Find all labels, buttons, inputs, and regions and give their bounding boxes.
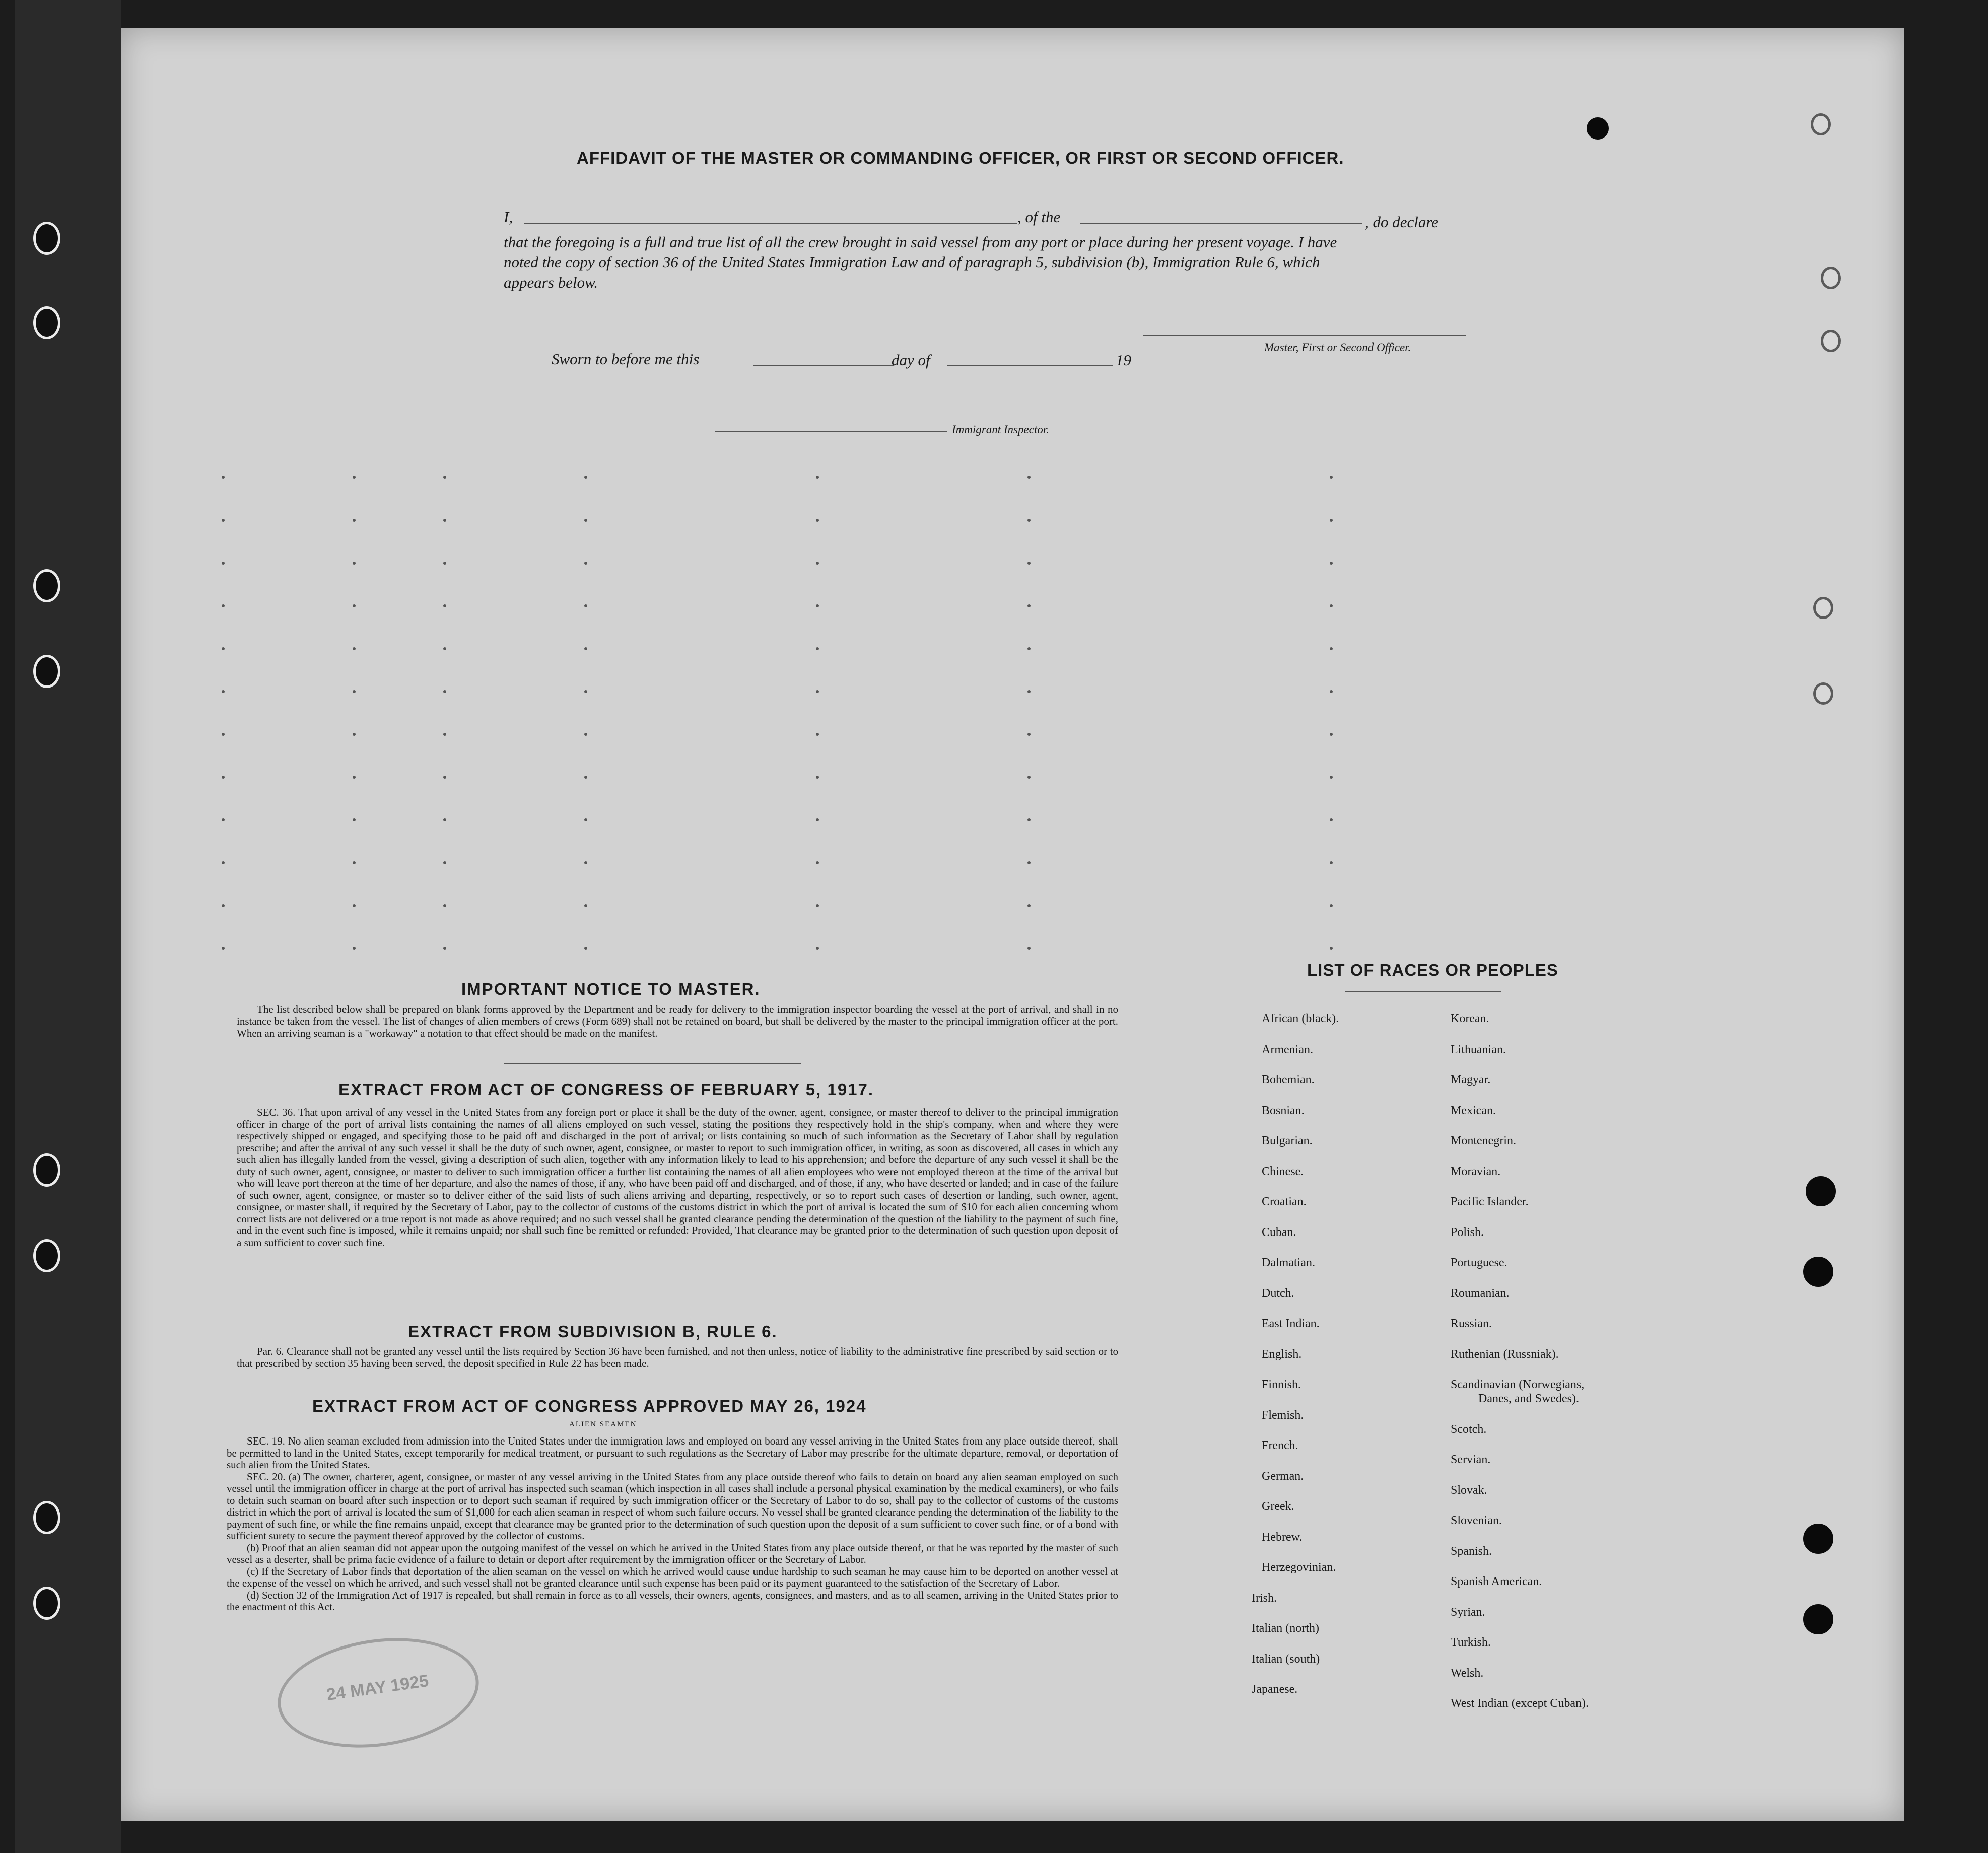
race-item: Japanese.: [1252, 1683, 1298, 1696]
section-19-paragraph: SEC. 19. No alien seaman excluded from admission into the United States under the immigration laws and employed on board any vessel arriving in the United States from any place outside thereof, shall be permitted to land in the United States, except temporarily for medical treatment, or pursuant to such regulations as the Secretary of Labor may prescribe for the ultimate departure, removal, or deportation of such alien from the United States.: [227, 1435, 1118, 1471]
race-item: Greek.: [1262, 1500, 1294, 1513]
binder-hole: [33, 655, 60, 688]
race-item: Bulgarian.: [1262, 1134, 1313, 1147]
race-item: Turkish.: [1451, 1636, 1491, 1649]
binder-hole: [33, 569, 60, 602]
day-of-label: day of: [892, 351, 930, 369]
race-item: Bohemian.: [1262, 1073, 1315, 1086]
race-item: Magyar.: [1451, 1073, 1491, 1086]
affidavit-i: I,: [504, 208, 513, 226]
punch-hole: [1813, 597, 1833, 619]
affidavit-title: AFFIDAVIT OF THE MASTER OR COMMANDING OFFICER, OR FIRST OR SECOND OFFICER.: [577, 149, 1344, 167]
extract-1917-text: [237, 1107, 1118, 1249]
race-item: Servian.: [1451, 1453, 1491, 1466]
binding-margin: [15, 0, 121, 1853]
rule6-title: EXTRACT FROM SUBDIVISION B, RULE 6.: [408, 1322, 778, 1341]
race-item: Bosnian.: [1262, 1104, 1305, 1117]
race-item: Korean.: [1451, 1012, 1489, 1025]
section-20a-paragraph: SEC. 20. (a) The owner, charterer, agent, consignee, or master of any vessel arriving in the United States from any place outside thereof who fails to detain on board any alien seaman employed on such vessel until the immigration officer in charge at the port of arrival has inspected such seaman (which inspection in all cases shall include a personal physical examination by the medical examiners), or who fails to detain such seaman on board after such inspection or to deport such seaman if required by such immigration officer or the Secretary of Labor to do so, shall pay to the collector of customs of the customs district in which the port of arrival is located the sum of $1,000 for each alien seaman in respect of whom such failure occurs. No vessel shall be granted clearance pending the determination of the liability to the payment of such fine, or while the fine remains unpaid, except that clearance may be granted prior to the determination of such question upon the deposit of a sum sufficient to cover such fine, or of a bond with sufficient surety to secure the payment thereof approved by the collector of customs.: [227, 1470, 1118, 1542]
affidavit-declare: , do declare: [1365, 213, 1439, 231]
race-item: Scotch.: [1451, 1422, 1487, 1436]
race-item: Lithuanian.: [1451, 1043, 1506, 1056]
section-20d-paragraph: (d) Section 32 of the Immigration Act of 1917 is repealed, but shall remain in force as to all vessels, their owners, agents, consignees, and masters, and as to all seamen, arriving in the United States prior to the enactment of this Act.: [227, 1589, 1118, 1613]
binder-hole: [33, 1239, 60, 1272]
punch-hole: [1806, 1176, 1836, 1206]
punch-hole: [1803, 1604, 1833, 1634]
notice-paragraph: The list described below shall be prepared on blank forms approved by the Department and be ready for delivery to the immigration inspector boarding the vessel at the port of arrival, and shall in no instance be taken from the vessel. The list of changes of alien members of crews (Form 689) shall not be retained on board, but shall be delivered by the master to the principal immigration officer at the port. When an arriving seaman is a "workaway" a notation to that effect should be made on the manifest.: [237, 1003, 1118, 1039]
extract-1924-subtitle: ALIEN SEAMEN: [569, 1420, 637, 1428]
master-signature-label: Master, First or Second Officer.: [1264, 341, 1411, 354]
race-item: German.: [1262, 1469, 1304, 1483]
race-item: Montenegrin.: [1451, 1134, 1516, 1147]
race-item: Portuguese.: [1451, 1256, 1507, 1269]
punch-hole: [1803, 1257, 1833, 1287]
race-item: English.: [1262, 1347, 1302, 1361]
punch-hole: [1821, 267, 1841, 289]
race-item: West Indian (except Cuban).: [1451, 1697, 1589, 1710]
race-item: African (black).: [1262, 1012, 1339, 1025]
race-item: Spanish American.: [1451, 1575, 1542, 1588]
extract-1924-title: EXTRACT FROM ACT OF CONGRESS APPROVED MAY 26, 1924: [312, 1397, 867, 1415]
receipt-stamp: [270, 1626, 486, 1760]
year-label: 19: [1116, 351, 1131, 369]
race-item: Russian.: [1451, 1317, 1492, 1330]
section-20b-paragraph: (b) Proof that an alien seaman did not appear upon the outgoing manifest of the vessel on which he arrived in the United States from any place outside thereof, or that he was reported by the master of such vessel as a deserter, shall be prima facie evidence of a failure to detain or deport after requirement by the immigration officer or the Secretary of Labor.: [227, 1541, 1118, 1565]
race-item: Armenian.: [1262, 1043, 1313, 1056]
binder-hole: [33, 1501, 60, 1534]
affidavit-of-the: , of the: [1017, 208, 1061, 226]
race-item: Scandinavian (Norwegians,: [1451, 1378, 1585, 1391]
section-20c-paragraph: (c) If the Secretary of Labor finds that deportation of the alien seaman on the vessel on which he arrived would cause undue hardship to such seaman he may cause him to be deported on another vessel at the expense of the vessel on which he arrived, and such vessel shall not be granted clearance until such expense has been paid or its payment guaranteed to the satisfaction of the Secretary of Labor.: [227, 1565, 1118, 1589]
binder-hole: [33, 222, 60, 255]
race-item: Moravian.: [1451, 1164, 1501, 1178]
race-item: Cuban.: [1262, 1225, 1296, 1239]
punch-hole: [1811, 113, 1831, 135]
form-sheet: [121, 28, 1904, 1821]
punch-hole: [1813, 682, 1833, 705]
race-item: Pacific Islander.: [1451, 1195, 1529, 1208]
race-item: Mexican.: [1451, 1104, 1496, 1117]
race-item: Italian (north): [1252, 1622, 1319, 1635]
race-item: Slovenian.: [1451, 1514, 1502, 1527]
race-item: French.: [1262, 1439, 1298, 1452]
extract-1924-text: [227, 1435, 1118, 1613]
race-item: Irish.: [1252, 1591, 1277, 1605]
race-item: Slovak.: [1451, 1483, 1487, 1497]
rule6-paragraph: Par. 6. Clearance shall not be granted any vessel until the lists required by Section 36 have been furnished, and not then unless, notice of liability to the administrative fine prescribed by said section or to that prescribed by section 35 having been served, the deposit specified in Rule 22 has been made.: [237, 1345, 1118, 1369]
binder-hole: [33, 1587, 60, 1620]
stamp-date: 24 MAY 1925: [325, 1671, 430, 1705]
inspector-label: Immigrant Inspector.: [952, 423, 1049, 436]
race-item: Hebrew.: [1262, 1530, 1303, 1544]
race-item: Danes, and Swedes).: [1478, 1392, 1579, 1405]
race-item: Finnish.: [1262, 1378, 1301, 1391]
race-item: Dutch.: [1262, 1286, 1294, 1300]
section-36-paragraph: SEC. 36. That upon arrival of any vessel in the United States from any foreign port or place it shall be the duty of the owner, agent, consignee, or master thereof to deliver to the principal immigration officer in charge of the port of arrival lists containing the names of all aliens employed on such vessel, stating the positions they respectively hold in the ship's company, when and where they were respectively shipped or engaged, and specifying those to be paid off and discharged in the port of arrival; or lists containing so much of such information as the Secretary of Labor shall by regulation prescribe; and after the arrival of any such vessel it shall be the duty of such owner, agent, consignee, or master to report to such immigration officer, in writing, as soon as discovered, all cases in which any such alien has illegally landed from the vessel, giving a description of such alien, together with any information likely to lead to his apprehension; and before the departure of any such vessel it shall be the duty of such owner, agent, consignee, or master to deliver to such immigration officer a further list containing the names of all alien employees who were not employed thereon at the time of the arrival but who will leave port thereon at the time of her departure, and also the names of those, if any, who have been paid off and discharged, and of those, if any, who have deserted or landed; and in case of the failure of such owner, agent, consignee, or master so to deliver either of the said lists of such aliens arriving and departing, respectively, or so to report such cases of desertion or landing, such owner, agent, consignee, or master shall, if required by the Secretary of Labor, pay to the collector of customs of the customs district in which the port of arrival is located the sum of $10 for each alien concerning whom correct lists are not delivered or a true report is not made as above required; and no such vessel shall be granted clearance pending the determination of the question of the liability to the payment of such fine, and in the event such fine is imposed, while it remains unpaid; nor shall such fine be remitted or refunded: Provided, That clearance may be granted prior to the determination of such question upon deposit of a sum sufficient to cover such fine.: [237, 1106, 1118, 1249]
notice-text: [237, 1004, 1118, 1040]
race-item: Herzegovinian.: [1262, 1561, 1336, 1574]
race-item: Welsh.: [1451, 1666, 1484, 1680]
race-item: Croatian.: [1262, 1195, 1307, 1208]
races-title: LIST OF RACES OR PEOPLES: [1307, 960, 1558, 979]
rule6-text: [237, 1346, 1118, 1369]
notice-title: IMPORTANT NOTICE TO MASTER.: [461, 980, 761, 998]
race-item: East Indian.: [1262, 1317, 1320, 1330]
sworn-label: Sworn to before me this: [552, 350, 700, 368]
extract-1917-title: EXTRACT FROM ACT OF CONGRESS OF FEBRUARY 5, 1917.: [338, 1080, 874, 1099]
binder-hole: [33, 1153, 60, 1187]
race-item: Syrian.: [1451, 1605, 1485, 1619]
race-item: Chinese.: [1262, 1164, 1304, 1178]
punch-hole: [1803, 1524, 1833, 1554]
race-item: Polish.: [1451, 1225, 1484, 1239]
race-item: Italian (south): [1252, 1652, 1320, 1666]
binder-hole: [33, 306, 60, 339]
punch-hole: [1821, 330, 1841, 352]
affidavit-body: that the foregoing is a full and true list of all the crew brought in said vessel from any port or place during her present voyage. I have noted the copy of section 36 of the United States Immigration Law and of paragraph 5, subdivision (b), Immigration Rule 6, which appears below.: [504, 233, 1337, 291]
race-item: Ruthenian (Russniak).: [1451, 1347, 1559, 1361]
race-item: Dalmatian.: [1262, 1256, 1315, 1269]
race-item: Roumanian.: [1451, 1286, 1510, 1300]
punch-hole: [1587, 117, 1609, 140]
race-item: Flemish.: [1262, 1408, 1304, 1422]
race-item: Spanish.: [1451, 1544, 1492, 1558]
